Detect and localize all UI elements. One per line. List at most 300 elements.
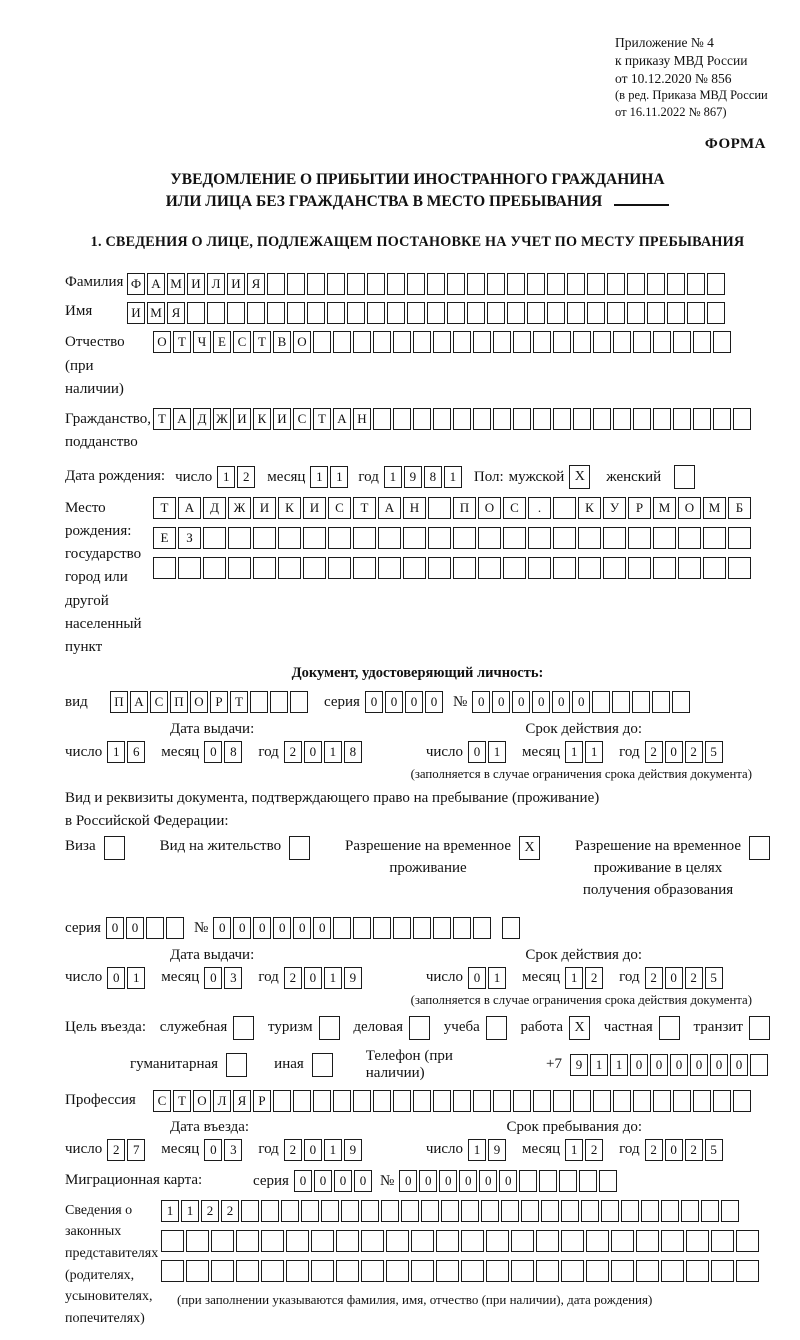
char-cell[interactable] [628,527,651,549]
char-cell[interactable]: 2 [201,1200,219,1222]
char-cell[interactable] [286,1230,309,1252]
char-cell[interactable] [267,273,285,295]
char-cell[interactable]: Я [247,273,265,295]
char-cell[interactable] [603,527,626,549]
char-cell[interactable]: М [167,273,185,295]
char-cell[interactable]: Е [213,331,231,353]
char-cell[interactable] [461,1200,479,1222]
char-cell[interactable]: П [110,691,128,713]
char-cell[interactable]: П [453,497,476,519]
char-cell[interactable]: 2 [645,741,663,763]
char-cell[interactable] [311,1260,334,1282]
char-cell[interactable] [461,1260,484,1282]
char-cell[interactable] [486,1260,509,1282]
char-cell[interactable] [407,273,425,295]
char-cell[interactable]: Ж [213,408,231,430]
sex-male-checkbox[interactable]: X [569,465,590,489]
char-cell[interactable] [373,408,391,430]
char-cell[interactable]: С [328,497,351,519]
temp-residence-checkbox[interactable]: X [519,836,540,860]
char-cell[interactable]: 1 [610,1054,628,1076]
char-cell[interactable] [236,1230,259,1252]
char-cell[interactable]: 0 [313,917,331,939]
char-cell[interactable]: 0 [552,691,570,713]
char-cell[interactable]: 2 [221,1200,239,1222]
char-cell[interactable]: О [478,497,501,519]
char-cell[interactable] [713,408,731,430]
char-cell[interactable]: 0 [468,741,486,763]
char-cell[interactable] [539,1170,557,1192]
char-cell[interactable]: О [193,1090,211,1112]
char-cell[interactable]: И [273,408,291,430]
char-cell[interactable]: Е [153,527,176,549]
char-cell[interactable]: 0 [665,741,683,763]
char-cell[interactable] [253,527,276,549]
char-cell[interactable]: 0 [665,967,683,989]
char-cell[interactable] [721,1200,739,1222]
char-cell[interactable] [273,1090,291,1112]
char-cell[interactable]: А [147,273,165,295]
char-cell[interactable] [436,1260,459,1282]
char-cell[interactable]: 2 [585,1139,603,1161]
char-cell[interactable] [393,408,411,430]
char-cell[interactable] [553,557,576,579]
char-cell[interactable] [533,1090,551,1112]
char-cell[interactable]: 0 [479,1170,497,1192]
char-cell[interactable]: Я [167,302,185,324]
char-cell[interactable] [653,1090,671,1112]
char-cell[interactable] [693,1090,711,1112]
char-cell[interactable]: 0 [233,917,251,939]
char-cell[interactable]: 1 [181,1200,199,1222]
char-cell[interactable]: И [187,273,205,295]
char-cell[interactable] [667,273,685,295]
char-cell[interactable] [281,1200,299,1222]
char-cell[interactable]: 1 [384,466,402,488]
char-cell[interactable] [621,1200,639,1222]
char-cell[interactable]: 9 [344,1139,362,1161]
char-cell[interactable]: 8 [224,741,242,763]
char-cell[interactable] [293,1090,311,1112]
char-cell[interactable] [453,1090,471,1112]
char-cell[interactable] [227,302,245,324]
char-cell[interactable]: 1 [590,1054,608,1076]
char-cell[interactable] [161,1260,184,1282]
char-cell[interactable] [353,1090,371,1112]
char-cell[interactable] [493,408,511,430]
char-cell[interactable] [713,331,731,353]
char-cell[interactable] [513,331,531,353]
char-cell[interactable] [703,557,726,579]
char-cell[interactable] [441,1200,459,1222]
char-cell[interactable]: С [233,331,251,353]
char-cell[interactable] [553,408,571,430]
char-cell[interactable] [673,331,691,353]
char-cell[interactable]: А [178,497,201,519]
char-cell[interactable] [633,331,651,353]
char-cell[interactable] [241,1200,259,1222]
char-cell[interactable] [486,1230,509,1252]
char-cell[interactable]: 0 [213,917,231,939]
char-cell[interactable] [687,273,705,295]
char-cell[interactable]: Т [173,1090,191,1112]
char-cell[interactable] [627,302,645,324]
char-cell[interactable] [403,527,426,549]
char-cell[interactable] [178,557,201,579]
char-cell[interactable]: А [173,408,191,430]
char-cell[interactable] [653,331,671,353]
char-cell[interactable] [278,527,301,549]
char-cell[interactable] [728,527,751,549]
char-cell[interactable] [353,331,371,353]
char-cell[interactable]: 2 [685,967,703,989]
char-cell[interactable] [411,1230,434,1252]
char-cell[interactable] [711,1230,734,1252]
char-cell[interactable] [386,1260,409,1282]
char-cell[interactable] [278,557,301,579]
char-cell[interactable] [573,331,591,353]
char-cell[interactable] [681,1200,699,1222]
char-cell[interactable]: 0 [106,917,124,939]
char-cell[interactable]: 1 [127,967,145,989]
char-cell[interactable]: 2 [107,1139,125,1161]
char-cell[interactable] [321,1200,339,1222]
char-cell[interactable] [361,1230,384,1252]
purpose-official-checkbox[interactable] [233,1016,254,1040]
char-cell[interactable] [507,273,525,295]
char-cell[interactable] [307,273,325,295]
char-cell[interactable] [627,273,645,295]
char-cell[interactable] [336,1230,359,1252]
char-cell[interactable]: 0 [204,1139,222,1161]
char-cell[interactable] [428,497,451,519]
char-cell[interactable] [736,1260,759,1282]
char-cell[interactable] [750,1054,768,1076]
char-cell[interactable]: 3 [224,1139,242,1161]
char-cell[interactable] [261,1260,284,1282]
char-cell[interactable]: 0 [499,1170,517,1192]
char-cell[interactable] [579,1170,597,1192]
char-cell[interactable] [603,557,626,579]
char-cell[interactable]: 5 [705,967,723,989]
char-cell[interactable] [553,527,576,549]
char-cell[interactable] [303,527,326,549]
char-cell[interactable]: Д [193,408,211,430]
char-cell[interactable]: 1 [444,466,462,488]
char-cell[interactable] [493,331,511,353]
char-cell[interactable] [353,527,376,549]
char-cell[interactable]: С [293,408,311,430]
char-cell[interactable] [611,1260,634,1282]
char-cell[interactable] [353,917,371,939]
char-cell[interactable] [653,557,676,579]
char-cell[interactable] [353,557,376,579]
char-cell[interactable] [333,1090,351,1112]
char-cell[interactable] [307,302,325,324]
char-cell[interactable] [336,1260,359,1282]
char-cell[interactable] [413,1090,431,1112]
char-cell[interactable] [647,273,665,295]
char-cell[interactable]: 1 [217,466,235,488]
char-cell[interactable] [661,1230,684,1252]
char-cell[interactable]: 5 [705,1139,723,1161]
char-cell[interactable]: К [253,408,271,430]
char-cell[interactable] [501,1200,519,1222]
char-cell[interactable] [270,691,288,713]
char-cell[interactable]: 2 [284,741,302,763]
char-cell[interactable] [527,273,545,295]
char-cell[interactable] [333,917,351,939]
char-cell[interactable] [593,1090,611,1112]
purpose-other-checkbox[interactable] [312,1053,333,1077]
char-cell[interactable]: 0 [670,1054,688,1076]
char-cell[interactable]: О [190,691,208,713]
char-cell[interactable]: Н [353,408,371,430]
char-cell[interactable] [632,691,650,713]
char-cell[interactable] [341,1200,359,1222]
char-cell[interactable]: 0 [334,1170,352,1192]
char-cell[interactable]: 3 [224,967,242,989]
char-cell[interactable]: 2 [685,741,703,763]
char-cell[interactable] [567,302,585,324]
char-cell[interactable] [413,917,431,939]
char-cell[interactable]: С [150,691,168,713]
char-cell[interactable] [166,917,184,939]
char-cell[interactable] [607,302,625,324]
char-cell[interactable]: М [703,497,726,519]
char-cell[interactable]: 0 [204,741,222,763]
char-cell[interactable] [187,302,205,324]
char-cell[interactable] [607,273,625,295]
char-cell[interactable] [513,408,531,430]
char-cell[interactable] [373,331,391,353]
char-cell[interactable] [661,1260,684,1282]
char-cell[interactable] [453,408,471,430]
char-cell[interactable]: Б [728,497,751,519]
char-cell[interactable]: Т [230,691,248,713]
char-cell[interactable] [707,273,725,295]
char-cell[interactable] [461,1230,484,1252]
char-cell[interactable] [228,557,251,579]
char-cell[interactable] [467,302,485,324]
char-cell[interactable]: И [227,273,245,295]
char-cell[interactable] [502,917,520,939]
char-cell[interactable]: 0 [730,1054,748,1076]
char-cell[interactable]: 0 [468,967,486,989]
char-cell[interactable] [641,1200,659,1222]
char-cell[interactable] [711,1260,734,1282]
char-cell[interactable]: Ж [228,497,251,519]
char-cell[interactable]: 0 [439,1170,457,1192]
char-cell[interactable] [211,1260,234,1282]
char-cell[interactable] [613,331,631,353]
char-cell[interactable] [433,1090,451,1112]
char-cell[interactable]: 0 [650,1054,668,1076]
char-cell[interactable]: Л [213,1090,231,1112]
char-cell[interactable]: К [578,497,601,519]
char-cell[interactable] [207,302,225,324]
char-cell[interactable] [636,1230,659,1252]
char-cell[interactable] [428,527,451,549]
char-cell[interactable] [487,273,505,295]
char-cell[interactable]: 1 [324,967,342,989]
char-cell[interactable]: 8 [424,466,442,488]
char-cell[interactable] [203,557,226,579]
char-cell[interactable] [328,527,351,549]
char-cell[interactable] [453,331,471,353]
char-cell[interactable] [493,1090,511,1112]
char-cell[interactable] [228,527,251,549]
char-cell[interactable]: С [503,497,526,519]
char-cell[interactable]: М [147,302,165,324]
char-cell[interactable] [536,1230,559,1252]
char-cell[interactable] [378,557,401,579]
char-cell[interactable] [347,273,365,295]
char-cell[interactable] [487,302,505,324]
char-cell[interactable] [481,1200,499,1222]
char-cell[interactable] [573,1090,591,1112]
char-cell[interactable] [541,1200,559,1222]
char-cell[interactable] [433,408,451,430]
char-cell[interactable] [333,331,351,353]
char-cell[interactable] [561,1230,584,1252]
char-cell[interactable] [547,302,565,324]
char-cell[interactable]: 0 [385,691,403,713]
char-cell[interactable] [427,302,445,324]
char-cell[interactable] [593,331,611,353]
purpose-tourism-checkbox[interactable] [319,1016,340,1040]
char-cell[interactable] [536,1260,559,1282]
char-cell[interactable] [586,1260,609,1282]
char-cell[interactable] [361,1260,384,1282]
char-cell[interactable] [313,331,331,353]
char-cell[interactable] [593,408,611,430]
char-cell[interactable]: П [170,691,188,713]
char-cell[interactable] [511,1260,534,1282]
char-cell[interactable]: Я [233,1090,251,1112]
char-cell[interactable] [447,302,465,324]
visa-checkbox[interactable] [104,836,125,860]
char-cell[interactable]: Т [353,497,376,519]
char-cell[interactable]: 0 [365,691,383,713]
char-cell[interactable]: Ч [193,331,211,353]
char-cell[interactable] [633,408,651,430]
char-cell[interactable]: 0 [399,1170,417,1192]
char-cell[interactable] [253,557,276,579]
char-cell[interactable] [678,557,701,579]
char-cell[interactable] [373,917,391,939]
char-cell[interactable] [407,302,425,324]
char-cell[interactable]: 1 [468,1139,486,1161]
char-cell[interactable] [261,1230,284,1252]
char-cell[interactable]: С [153,1090,171,1112]
char-cell[interactable]: 9 [488,1139,506,1161]
char-cell[interactable] [261,1200,279,1222]
char-cell[interactable] [527,302,545,324]
char-cell[interactable] [387,302,405,324]
char-cell[interactable]: Ф [127,273,145,295]
char-cell[interactable] [673,1090,691,1112]
char-cell[interactable] [559,1170,577,1192]
char-cell[interactable]: 0 [294,1170,312,1192]
char-cell[interactable] [733,408,751,430]
char-cell[interactable] [301,1200,319,1222]
char-cell[interactable] [373,1090,391,1112]
char-cell[interactable] [592,691,610,713]
char-cell[interactable] [528,557,551,579]
char-cell[interactable] [533,331,551,353]
char-cell[interactable]: 0 [273,917,291,939]
char-cell[interactable]: Т [173,331,191,353]
char-cell[interactable] [328,557,351,579]
char-cell[interactable] [653,527,676,549]
char-cell[interactable]: 0 [459,1170,477,1192]
char-cell[interactable] [327,302,345,324]
char-cell[interactable]: 1 [161,1200,179,1222]
char-cell[interactable]: И [253,497,276,519]
char-cell[interactable]: Р [628,497,651,519]
char-cell[interactable] [533,408,551,430]
char-cell[interactable]: А [378,497,401,519]
purpose-work-checkbox[interactable]: X [569,1016,590,1040]
char-cell[interactable] [381,1200,399,1222]
char-cell[interactable] [578,557,601,579]
char-cell[interactable]: 1 [310,466,328,488]
char-cell[interactable]: О [678,497,701,519]
char-cell[interactable] [427,273,445,295]
char-cell[interactable] [436,1230,459,1252]
char-cell[interactable] [186,1230,209,1252]
char-cell[interactable] [728,557,751,579]
char-cell[interactable] [511,1230,534,1252]
char-cell[interactable] [287,302,305,324]
char-cell[interactable]: Л [207,273,225,295]
char-cell[interactable]: 6 [127,741,145,763]
char-cell[interactable]: А [130,691,148,713]
char-cell[interactable]: 1 [330,466,348,488]
char-cell[interactable] [236,1260,259,1282]
char-cell[interactable] [578,527,601,549]
char-cell[interactable]: И [233,408,251,430]
char-cell[interactable] [211,1230,234,1252]
char-cell[interactable] [421,1200,439,1222]
char-cell[interactable] [652,691,670,713]
char-cell[interactable] [519,1170,537,1192]
char-cell[interactable]: 0 [419,1170,437,1192]
char-cell[interactable]: 0 [405,691,423,713]
char-cell[interactable]: Н [403,497,426,519]
char-cell[interactable]: Р [210,691,228,713]
char-cell[interactable] [653,408,671,430]
char-cell[interactable]: Т [153,408,171,430]
char-cell[interactable] [736,1230,759,1252]
char-cell[interactable] [453,917,471,939]
char-cell[interactable]: 0 [630,1054,648,1076]
char-cell[interactable] [628,557,651,579]
char-cell[interactable] [203,527,226,549]
char-cell[interactable] [693,408,711,430]
char-cell[interactable]: 0 [354,1170,372,1192]
char-cell[interactable] [146,917,164,939]
char-cell[interactable] [393,331,411,353]
char-cell[interactable]: 0 [293,917,311,939]
char-cell[interactable] [478,527,501,549]
char-cell[interactable] [478,557,501,579]
char-cell[interactable]: 2 [284,1139,302,1161]
char-cell[interactable] [303,557,326,579]
char-cell[interactable] [553,497,576,519]
char-cell[interactable]: 1 [488,967,506,989]
